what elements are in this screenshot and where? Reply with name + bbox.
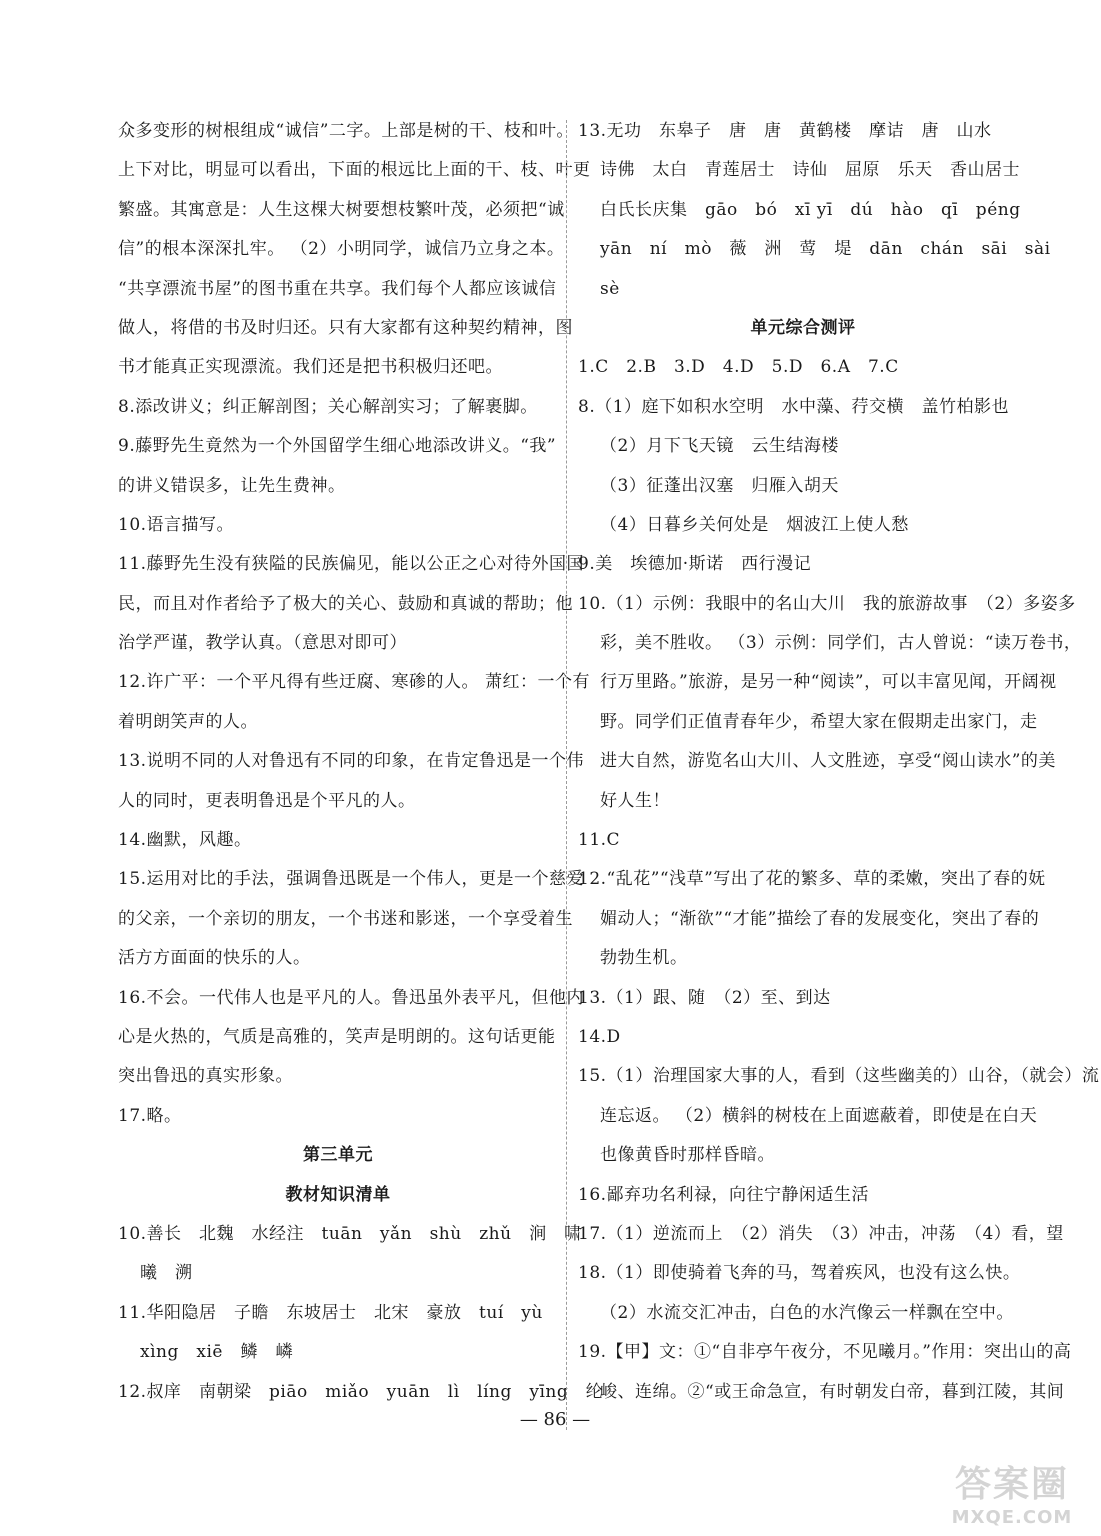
text-line: 上下对比，明显可以看出，下面的根远比上面的干、枝、叶更 <box>118 160 591 181</box>
text-line: yān ní mò 薇 洲 莺 堤 dān chán sāi sài <box>600 239 1051 260</box>
answer-8: 8.添改讲义；纠正解剖图；关心解剖实习；了解裹脚。 <box>118 396 538 417</box>
text-line: xìng xiē 鳞 嶙 <box>140 1342 293 1363</box>
answer-15: 15.运用对比的手法，强调鲁迅既是一个伟人，更是一个慈爱 <box>118 869 585 890</box>
text-line: 着明朗笑声的人。 <box>118 711 258 732</box>
section-heading: 第三单元 <box>303 1145 373 1166</box>
text-line: 人的同时，更表明鲁迅是个平凡的人。 <box>118 790 416 811</box>
answer-11: 11.C <box>578 830 621 851</box>
text-line: 治学严谨，教学认真。（意思对即可） <box>118 633 407 654</box>
answer-17: 17.略。 <box>118 1105 182 1126</box>
answer-10: 10.语言描写。 <box>118 514 235 535</box>
watermark-title: 答案圈 <box>954 1464 1069 1505</box>
answer-12: 12.“乱花”“浅草”写出了花的繁多、草的柔嫩，突出了春的妩 <box>578 869 1046 890</box>
text-line: 的父亲，一个亲切的朋友，一个书迷和影迷，一个享受着生 <box>118 908 573 929</box>
answer-12-pinyin: 12.叔庠 南朝梁 piāo miǎo yuān lì líng yīng 纶 <box>118 1381 604 1402</box>
text-line: 好人生！ <box>600 790 670 811</box>
text-line: 进大自然，游览名山大川、人文胜迹，享受“阅山读水”的美 <box>600 751 1056 772</box>
column-divider <box>566 120 567 1430</box>
answer-9: 9.藤野先生竟然为一个外国留学生细心地添改讲义。“我” <box>118 436 557 457</box>
answer-14: 14.幽默，风趣。 <box>118 830 252 851</box>
text-line: 野。同学们正值青春年少，希望大家在假期走出家门，走 <box>600 711 1038 732</box>
text-line: 书才能真正实现漂流。我们还是把书积极归还吧。 <box>118 357 503 378</box>
text-line: 诗佛 太白 青莲居士 诗仙 屈原 乐天 香山居士 <box>600 160 1020 181</box>
answer-15: 15.（1）治理国家大事的人，看到（这些幽美的）山谷，（就会）流 <box>578 1066 1100 1087</box>
answer-17: 17.（1）逆流而上 （2）消失 （3）冲击，冲荡 （4）看，望 <box>578 1223 1064 1244</box>
text-line: “共享漂流书屋”的图书重在共享。我们每个人都应该诚信 <box>118 278 557 299</box>
answer-11: 11.藤野先生没有狭隘的民族偏见，能以公正之心对待外国国 <box>118 554 585 575</box>
text-line: 彩，美不胜收。 （3）示例：同学们，古人曾说：“读万卷书， <box>600 633 1082 654</box>
text-line: 的讲义错误多，让先生费神。 <box>118 475 346 496</box>
answer-11-pinyin: 11.华阳隐居 子瞻 东坡居士 北宋 豪放 tuí yù <box>118 1302 543 1323</box>
text-line: 曦 溯 <box>140 1263 193 1284</box>
text-line: 民，而且对作者给予了极大的关心、鼓励和真诚的帮助；他 <box>118 593 573 614</box>
text-line: 信”的根本深深扎牢。 （2）小明同学，诚信乃立身之本。 <box>118 239 565 260</box>
answer-16: 16.鄙弃功名利禄，向往宁静闲适生活 <box>578 1184 870 1205</box>
answer-13: 13.说明不同的人对鲁迅有不同的印象，在肯定鲁迅是一个伟 <box>118 751 585 772</box>
answer-18: 18.（1）即使骑着飞奔的马，驾着疾风，也没有这么快。 <box>578 1263 1021 1284</box>
answer-13-pinyin: 13.无功 东皋子 唐 唐 黄鹤楼 摩诘 唐 山水 <box>578 121 992 141</box>
answer-16: 16.不会。一代伟人也是平凡的人。鲁迅虽外表平凡，但他内 <box>118 987 585 1008</box>
text-line: 行万里路。”旅游，是另一种“阅读”，可以丰富见闻，开阔视 <box>600 672 1057 693</box>
text-line: （2）月下飞天镜 云生结海楼 <box>600 436 839 457</box>
answer-10-pinyin: 10.善长 北魏 水经注 tuān yǎn shù zhǔ 涧 啸 <box>118 1223 582 1244</box>
answer-10: 10.（1）示例：我眼中的名山大川 我的旅游故事 （2）多姿多 <box>578 593 1076 614</box>
answer-9: 9.美 埃德加·斯诺 西行漫记 <box>578 554 812 575</box>
text-line: 繁盛。其寓意是：人生这棵大树要想枝繁叶茂，必须把“诚 <box>118 199 565 220</box>
text-line: （3）征蓬出汉塞 归雁入胡天 <box>600 475 839 496</box>
watermark-logo <box>937 1463 1087 1528</box>
text-line: （2）水流交汇冲击，白色的水汽像云一样飘在空中。 <box>600 1302 1014 1323</box>
text-line: （4）日暮乡关何处是 烟波江上使人愁 <box>600 514 909 535</box>
answer-8: 8.（1）庭下如积水空明 水中藻、荇交横 盖竹柏影也 <box>578 396 1010 417</box>
text-line: 众多变形的树根组成“诚信”二字。上部是树的干、枝和叶。 <box>118 121 574 141</box>
text-line: 勃勃生机。 <box>600 948 688 969</box>
text-line: 媚动人；“渐欲”“才能”描绘了春的发展变化，突出了春的 <box>600 908 1040 929</box>
right-column <box>578 112 1100 1412</box>
text-line: 连忘返。 （2）横斜的树枝在上面遮蔽着，即使是在白天 <box>600 1105 1038 1126</box>
text-line: 突出鲁迅的真实形象。 <box>118 1066 293 1087</box>
answer-14: 14.D <box>578 1026 621 1047</box>
watermark-url: MXQE.COM <box>951 1507 1073 1528</box>
text-line: 白氏长庆集 gāo bó xī yī dú hào qī péng <box>600 199 1021 220</box>
answer-12: 12.许广平：一个平凡得有些迂腐、寒碜的人。 萧红：一个有 <box>118 672 590 693</box>
text-line: 做人，将借的书及时归还。只有大家都有这种契约精神，图 <box>118 317 573 338</box>
section-heading: 单元综合测评 <box>750 317 856 338</box>
text-line: 峻、连绵。②“或王命急宣，有时朝发白帝，暮到江陵，其间 <box>600 1381 1065 1402</box>
text-line: 活方方面面的快乐的人。 <box>118 948 311 969</box>
text-line: sè <box>600 278 620 299</box>
choice-answers: 1.C 2.B 3.D 4.D 5.D 6.A 7.C <box>578 357 899 378</box>
subsection-heading: 教材知识清单 <box>285 1184 391 1205</box>
answer-19: 19.【甲】文：①“自非亭午夜分，不见曦月。”作用：突出山的高 <box>578 1342 1072 1363</box>
answer-13: 13.（1）跟、随 （2）至、到达 <box>578 987 831 1008</box>
text-line: 也像黄昏时那样昏暗。 <box>600 1145 775 1166</box>
page-number: — 86 — <box>519 1409 591 1430</box>
text-line: 心是火热的，气质是高雅的，笑声是明朗的。这句话更能 <box>118 1026 556 1047</box>
